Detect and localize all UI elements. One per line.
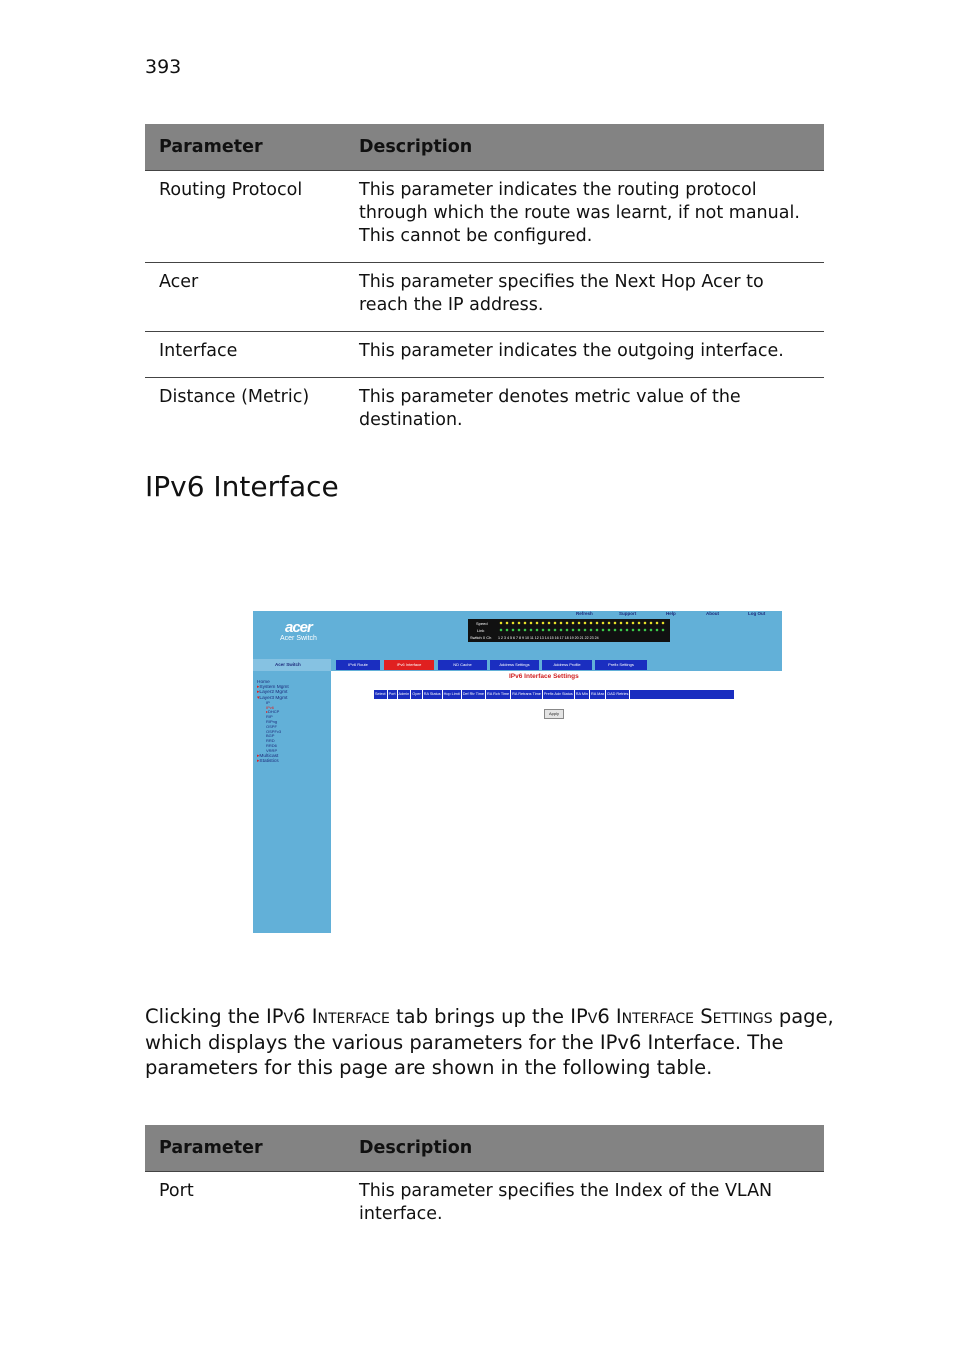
menu-sub-item[interactable]: IP xyxy=(266,699,270,705)
col-header: Hop Limit xyxy=(443,690,462,699)
port-status-panel xyxy=(468,619,670,642)
menu-sub-item[interactable]: BGP xyxy=(266,733,275,739)
menu-item[interactable]: ▾Layer3 Mgmt xyxy=(257,695,288,701)
menu-sub-item[interactable]: RIP xyxy=(266,714,273,720)
table-row xyxy=(145,263,824,332)
col-header: Admin xyxy=(398,690,412,699)
header-description: Description xyxy=(345,124,824,171)
menu-sub-item[interactable]: RRD6 xyxy=(266,742,277,748)
param-name: Acer xyxy=(145,263,345,332)
menu-home[interactable]: Home xyxy=(257,680,270,685)
menu-sub-item[interactable]: ▸DHCP xyxy=(266,709,280,715)
col-header: Prefix Adv Status xyxy=(543,690,575,699)
col-header: DAD Retries xyxy=(606,690,630,699)
menu-sub-item[interactable]: RIPng xyxy=(266,719,278,724)
col-header: Oper xyxy=(411,690,422,699)
table-row xyxy=(145,1172,824,1241)
param-name: Interface xyxy=(145,332,345,378)
param-description: This parameter indicates the routing protocol through which the route was learnt, if not manual. This cannot be configured. xyxy=(345,171,824,263)
table-row xyxy=(145,378,824,447)
link-label: Link xyxy=(477,628,485,633)
table-header-row xyxy=(145,1125,824,1172)
param-description: This parameter specifies the Index of the VLAN interface. xyxy=(359,1181,773,1224)
ipv6-interface-screenshot xyxy=(253,611,782,933)
menu-item[interactable]: ▸Multicast xyxy=(257,753,279,759)
col-header: RA Rch Time xyxy=(486,690,511,699)
apply-button[interactable]: Apply xyxy=(544,709,564,719)
table-row xyxy=(145,332,824,378)
menu-sub-item[interactable]: OSPF xyxy=(266,723,277,729)
col-header: Def Rtr Time xyxy=(462,690,486,699)
menu-sub-item[interactable]: VRRP xyxy=(266,747,278,753)
sidebar-header xyxy=(253,659,331,671)
param-name: Distance (Metric) xyxy=(159,387,310,407)
header-description: Description xyxy=(345,1125,824,1172)
parameter-table-routes xyxy=(145,124,824,446)
menu-item[interactable]: ▸Layer2 Mgmt xyxy=(257,690,288,696)
sidebar-header-label: Acer Switch xyxy=(275,662,301,667)
switch-label: Switch 0 Ch xyxy=(470,635,492,640)
param-name: Routing Protocol xyxy=(145,171,345,263)
section-title: IPv6 Interface xyxy=(145,470,339,503)
settings-table-header xyxy=(374,690,734,699)
tab-prefix-settings[interactable]: Prefix Settings xyxy=(595,660,647,670)
nav-refresh[interactable]: Refresh xyxy=(576,611,593,616)
parameter-table-ipv6 xyxy=(145,1125,824,1240)
param-description: This parameter specifies the Next Hop Acer to reach the IP address. xyxy=(345,263,824,332)
menu-sub-item[interactable]: RRD xyxy=(266,738,275,744)
logo-subtitle: Acer Switch xyxy=(280,635,317,642)
acer-logo: acer xyxy=(285,619,312,636)
link-leds xyxy=(498,628,666,632)
menu-sub-item-active[interactable]: IPv6 xyxy=(266,704,275,710)
menu-item[interactable]: ▸Statistics xyxy=(257,758,279,764)
col-header: RA Status xyxy=(423,690,443,699)
param-name: Port xyxy=(159,1181,194,1201)
settings-page-title: IPv6 Interface Settings xyxy=(509,673,579,680)
nav-help[interactable]: Help xyxy=(666,611,676,616)
speed-leds xyxy=(498,621,666,625)
col-header: Select xyxy=(374,690,388,699)
tab-nd-cache[interactable]: ND Cache xyxy=(438,660,487,670)
table-header-row xyxy=(145,124,824,171)
page-number: 393 xyxy=(145,56,182,78)
tab-ipv6-interface[interactable]: IPv6 Interface xyxy=(384,660,434,670)
tab-address-settings[interactable]: Address Settings xyxy=(490,660,539,670)
col-header: Port xyxy=(388,690,398,699)
nav-support[interactable]: Support xyxy=(619,611,637,616)
table-row xyxy=(145,171,824,263)
nav-about[interactable]: About xyxy=(706,611,719,616)
body-paragraph: Clicking the IPv6 Interface tab brings up the IPv6 Interface Settings page, which displays the various parameters for the IPv6 Interface. The parameters for this page are shown in the following table. xyxy=(145,1005,834,1079)
port-numbers: 1 2 3 4 5 6 7 8 9 10 11 12 13 14 15 16 17 18 19 20 21 22 23 24 xyxy=(498,636,599,640)
col-header: RA Min xyxy=(575,690,590,699)
menu-sub-item[interactable]: OSPFv3 xyxy=(266,728,282,734)
tab-ipv6-route[interactable]: IPv6 Route xyxy=(336,660,380,670)
speed-label: Speed xyxy=(476,621,488,626)
nav-logout[interactable]: Log Out xyxy=(748,611,766,616)
header-parameter: Parameter xyxy=(145,1125,345,1172)
col-header: RA Max xyxy=(590,690,606,699)
param-description: This parameter denotes metric value of the destination. xyxy=(359,387,741,430)
header-parameter: Parameter xyxy=(145,124,345,171)
col-header: RA Retrans Time xyxy=(511,690,543,699)
sidebar-menu xyxy=(257,680,289,764)
tab-address-profile[interactable]: Address Profile xyxy=(542,660,592,670)
param-description: This parameter indicates the outgoing interface. xyxy=(345,332,824,378)
menu-item[interactable]: ▸System Mgmt xyxy=(257,685,289,691)
